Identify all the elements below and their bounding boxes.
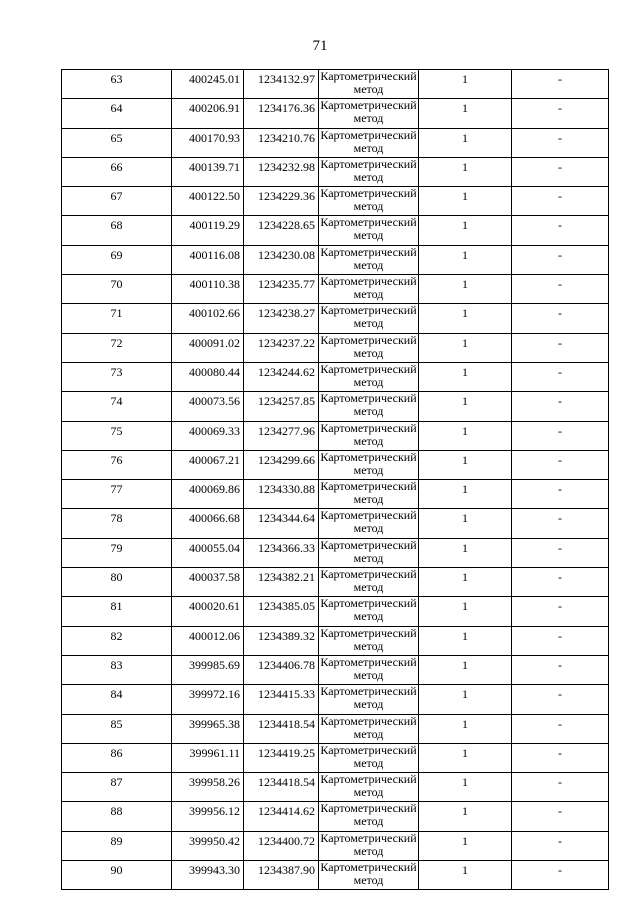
- method-cell: Картометрический метод: [319, 362, 419, 391]
- method-cell: Картометрический метод: [319, 157, 419, 186]
- y-coordinate-cell: 1234344.64: [244, 509, 319, 538]
- table-row: [62, 362, 609, 391]
- point-number-cell: 79: [62, 538, 172, 567]
- x-coordinate-cell: 400055.04: [172, 538, 244, 567]
- precision-cell: 1: [419, 655, 512, 684]
- table-row: [62, 831, 609, 860]
- y-coordinate-cell: 1234387.90: [244, 861, 319, 890]
- table-row: [62, 216, 609, 245]
- table-row: [62, 480, 609, 509]
- point-number-cell: 78: [62, 509, 172, 538]
- point-number-cell: 84: [62, 685, 172, 714]
- x-coordinate-cell: 399956.12: [172, 802, 244, 831]
- x-coordinate-cell: 399972.16: [172, 685, 244, 714]
- x-coordinate-cell: 399958.26: [172, 773, 244, 802]
- x-coordinate-cell: 400073.56: [172, 392, 244, 421]
- note-cell: -: [512, 568, 609, 597]
- table-row: [62, 568, 609, 597]
- x-coordinate-cell: 400066.68: [172, 509, 244, 538]
- method-cell: Картометрический метод: [319, 187, 419, 216]
- note-cell: -: [512, 802, 609, 831]
- table-row: [62, 655, 609, 684]
- x-coordinate-cell: 400116.08: [172, 245, 244, 274]
- point-number-cell: 70: [62, 275, 172, 304]
- precision-cell: 1: [419, 304, 512, 333]
- precision-cell: 1: [419, 70, 512, 99]
- precision-cell: 1: [419, 597, 512, 626]
- precision-cell: 1: [419, 216, 512, 245]
- point-number-cell: 85: [62, 714, 172, 743]
- x-coordinate-cell: 399950.42: [172, 831, 244, 860]
- note-cell: -: [512, 597, 609, 626]
- x-coordinate-cell: 400170.93: [172, 128, 244, 157]
- note-cell: -: [512, 216, 609, 245]
- y-coordinate-cell: 1234400.72: [244, 831, 319, 860]
- note-cell: -: [512, 333, 609, 362]
- note-cell: -: [512, 685, 609, 714]
- precision-cell: 1: [419, 128, 512, 157]
- x-coordinate-cell: 400012.06: [172, 626, 244, 655]
- table-row: [62, 275, 609, 304]
- note-cell: -: [512, 861, 609, 890]
- table-row: [62, 685, 609, 714]
- precision-cell: 1: [419, 421, 512, 450]
- method-cell: Картометрический метод: [319, 216, 419, 245]
- x-coordinate-cell: 400102.66: [172, 304, 244, 333]
- y-coordinate-cell: 1234277.96: [244, 421, 319, 450]
- precision-cell: 1: [419, 333, 512, 362]
- note-cell: -: [512, 362, 609, 391]
- page-number: 71: [312, 38, 328, 54]
- y-coordinate-cell: 1234232.98: [244, 157, 319, 186]
- method-cell: Картометрический метод: [319, 70, 419, 99]
- point-number-cell: 89: [62, 831, 172, 860]
- method-cell: Картометрический метод: [319, 802, 419, 831]
- x-coordinate-cell: 400245.01: [172, 70, 244, 99]
- method-cell: Картометрический метод: [319, 685, 419, 714]
- point-number-cell: 71: [62, 304, 172, 333]
- table-row: [62, 743, 609, 772]
- precision-cell: 1: [419, 685, 512, 714]
- point-number-cell: 81: [62, 597, 172, 626]
- y-coordinate-cell: 1234414.62: [244, 802, 319, 831]
- note-cell: -: [512, 831, 609, 860]
- note-cell: -: [512, 480, 609, 509]
- y-coordinate-cell: 1234176.36: [244, 99, 319, 128]
- x-coordinate-cell: 400067.21: [172, 450, 244, 479]
- y-coordinate-cell: 1234230.08: [244, 245, 319, 274]
- method-cell: Картометрический метод: [319, 655, 419, 684]
- point-number-cell: 72: [62, 333, 172, 362]
- point-number-cell: 90: [62, 861, 172, 890]
- table-row: [62, 157, 609, 186]
- table-row: [62, 509, 609, 538]
- point-number-cell: 83: [62, 655, 172, 684]
- y-coordinate-cell: 1234238.27: [244, 304, 319, 333]
- x-coordinate-cell: 400139.71: [172, 157, 244, 186]
- method-cell: Картометрический метод: [319, 597, 419, 626]
- point-number-cell: 82: [62, 626, 172, 655]
- note-cell: -: [512, 70, 609, 99]
- y-coordinate-cell: 1234382.21: [244, 568, 319, 597]
- note-cell: -: [512, 304, 609, 333]
- note-cell: -: [512, 392, 609, 421]
- method-cell: Картометрический метод: [319, 304, 419, 333]
- point-number-cell: 73: [62, 362, 172, 391]
- y-coordinate-cell: 1234385.05: [244, 597, 319, 626]
- x-coordinate-cell: 399965.38: [172, 714, 244, 743]
- x-coordinate-cell: 399943.30: [172, 861, 244, 890]
- coordinates-table: [61, 69, 609, 890]
- method-cell: Картометрический метод: [319, 421, 419, 450]
- method-cell: Картометрический метод: [319, 480, 419, 509]
- method-cell: Картометрический метод: [319, 861, 419, 890]
- precision-cell: 1: [419, 362, 512, 391]
- x-coordinate-cell: 400110.38: [172, 275, 244, 304]
- y-coordinate-cell: 1234132.97: [244, 70, 319, 99]
- point-number-cell: 87: [62, 773, 172, 802]
- table-row: [62, 333, 609, 362]
- precision-cell: 1: [419, 392, 512, 421]
- point-number-cell: 88: [62, 802, 172, 831]
- note-cell: -: [512, 538, 609, 567]
- precision-cell: 1: [419, 568, 512, 597]
- method-cell: Картометрический метод: [319, 99, 419, 128]
- table-row: [62, 392, 609, 421]
- method-cell: Картометрический метод: [319, 626, 419, 655]
- precision-cell: 1: [419, 743, 512, 772]
- note-cell: -: [512, 128, 609, 157]
- x-coordinate-cell: 400069.86: [172, 480, 244, 509]
- table-row: [62, 773, 609, 802]
- note-cell: -: [512, 450, 609, 479]
- precision-cell: 1: [419, 157, 512, 186]
- point-number-cell: 80: [62, 568, 172, 597]
- table-row: [62, 802, 609, 831]
- table-row: [62, 245, 609, 274]
- method-cell: Картометрический метод: [319, 450, 419, 479]
- table-row: [62, 538, 609, 567]
- method-cell: Картометрический метод: [319, 568, 419, 597]
- precision-cell: 1: [419, 831, 512, 860]
- point-number-cell: 66: [62, 157, 172, 186]
- y-coordinate-cell: 1234237.22: [244, 333, 319, 362]
- note-cell: -: [512, 421, 609, 450]
- y-coordinate-cell: 1234418.54: [244, 714, 319, 743]
- point-number-cell: 74: [62, 392, 172, 421]
- y-coordinate-cell: 1234299.66: [244, 450, 319, 479]
- y-coordinate-cell: 1234406.78: [244, 655, 319, 684]
- table-row: [62, 187, 609, 216]
- point-number-cell: 86: [62, 743, 172, 772]
- table-row: [62, 99, 609, 128]
- note-cell: -: [512, 714, 609, 743]
- precision-cell: 1: [419, 714, 512, 743]
- method-cell: Картометрический метод: [319, 538, 419, 567]
- point-number-cell: 69: [62, 245, 172, 274]
- y-coordinate-cell: 1234235.77: [244, 275, 319, 304]
- point-number-cell: 77: [62, 480, 172, 509]
- method-cell: Картометрический метод: [319, 333, 419, 362]
- x-coordinate-cell: 400037.58: [172, 568, 244, 597]
- precision-cell: 1: [419, 538, 512, 567]
- table-body: [62, 70, 609, 890]
- note-cell: -: [512, 773, 609, 802]
- precision-cell: 1: [419, 450, 512, 479]
- table-row: [62, 70, 609, 99]
- x-coordinate-cell: 400080.44: [172, 362, 244, 391]
- method-cell: Картометрический метод: [319, 714, 419, 743]
- y-coordinate-cell: 1234415.33: [244, 685, 319, 714]
- method-cell: Картометрический метод: [319, 245, 419, 274]
- x-coordinate-cell: 399985.69: [172, 655, 244, 684]
- method-cell: Картометрический метод: [319, 831, 419, 860]
- precision-cell: 1: [419, 245, 512, 274]
- x-coordinate-cell: 400069.33: [172, 421, 244, 450]
- point-number-cell: 76: [62, 450, 172, 479]
- table-row: [62, 450, 609, 479]
- note-cell: -: [512, 99, 609, 128]
- table-row: [62, 128, 609, 157]
- precision-cell: 1: [419, 187, 512, 216]
- y-coordinate-cell: 1234257.85: [244, 392, 319, 421]
- point-number-cell: 65: [62, 128, 172, 157]
- x-coordinate-cell: 400091.02: [172, 333, 244, 362]
- point-number-cell: 64: [62, 99, 172, 128]
- precision-cell: 1: [419, 861, 512, 890]
- note-cell: -: [512, 157, 609, 186]
- y-coordinate-cell: 1234330.88: [244, 480, 319, 509]
- point-number-cell: 75: [62, 421, 172, 450]
- point-number-cell: 67: [62, 187, 172, 216]
- x-coordinate-cell: 400122.50: [172, 187, 244, 216]
- y-coordinate-cell: 1234389.32: [244, 626, 319, 655]
- table-row: [62, 421, 609, 450]
- y-coordinate-cell: 1234229.36: [244, 187, 319, 216]
- x-coordinate-cell: 400119.29: [172, 216, 244, 245]
- note-cell: -: [512, 187, 609, 216]
- y-coordinate-cell: 1234418.54: [244, 773, 319, 802]
- x-coordinate-cell: 400020.61: [172, 597, 244, 626]
- point-number-cell: 63: [62, 70, 172, 99]
- method-cell: Картометрический метод: [319, 392, 419, 421]
- note-cell: -: [512, 626, 609, 655]
- precision-cell: 1: [419, 802, 512, 831]
- table-row: [62, 714, 609, 743]
- note-cell: -: [512, 245, 609, 274]
- method-cell: Картометрический метод: [319, 743, 419, 772]
- precision-cell: 1: [419, 99, 512, 128]
- note-cell: -: [512, 743, 609, 772]
- precision-cell: 1: [419, 480, 512, 509]
- precision-cell: 1: [419, 773, 512, 802]
- y-coordinate-cell: 1234419.25: [244, 743, 319, 772]
- y-coordinate-cell: 1234366.33: [244, 538, 319, 567]
- method-cell: Картометрический метод: [319, 773, 419, 802]
- precision-cell: 1: [419, 626, 512, 655]
- note-cell: -: [512, 655, 609, 684]
- x-coordinate-cell: 400206.91: [172, 99, 244, 128]
- y-coordinate-cell: 1234210.76: [244, 128, 319, 157]
- method-cell: Картометрический метод: [319, 275, 419, 304]
- x-coordinate-cell: 399961.11: [172, 743, 244, 772]
- note-cell: -: [512, 509, 609, 538]
- table-row: [62, 861, 609, 890]
- precision-cell: 1: [419, 275, 512, 304]
- table-row: [62, 597, 609, 626]
- table-row: [62, 626, 609, 655]
- point-number-cell: 68: [62, 216, 172, 245]
- method-cell: Картометрический метод: [319, 509, 419, 538]
- y-coordinate-cell: 1234244.62: [244, 362, 319, 391]
- method-cell: Картометрический метод: [319, 128, 419, 157]
- table-row: [62, 304, 609, 333]
- note-cell: -: [512, 275, 609, 304]
- y-coordinate-cell: 1234228.65: [244, 216, 319, 245]
- precision-cell: 1: [419, 509, 512, 538]
